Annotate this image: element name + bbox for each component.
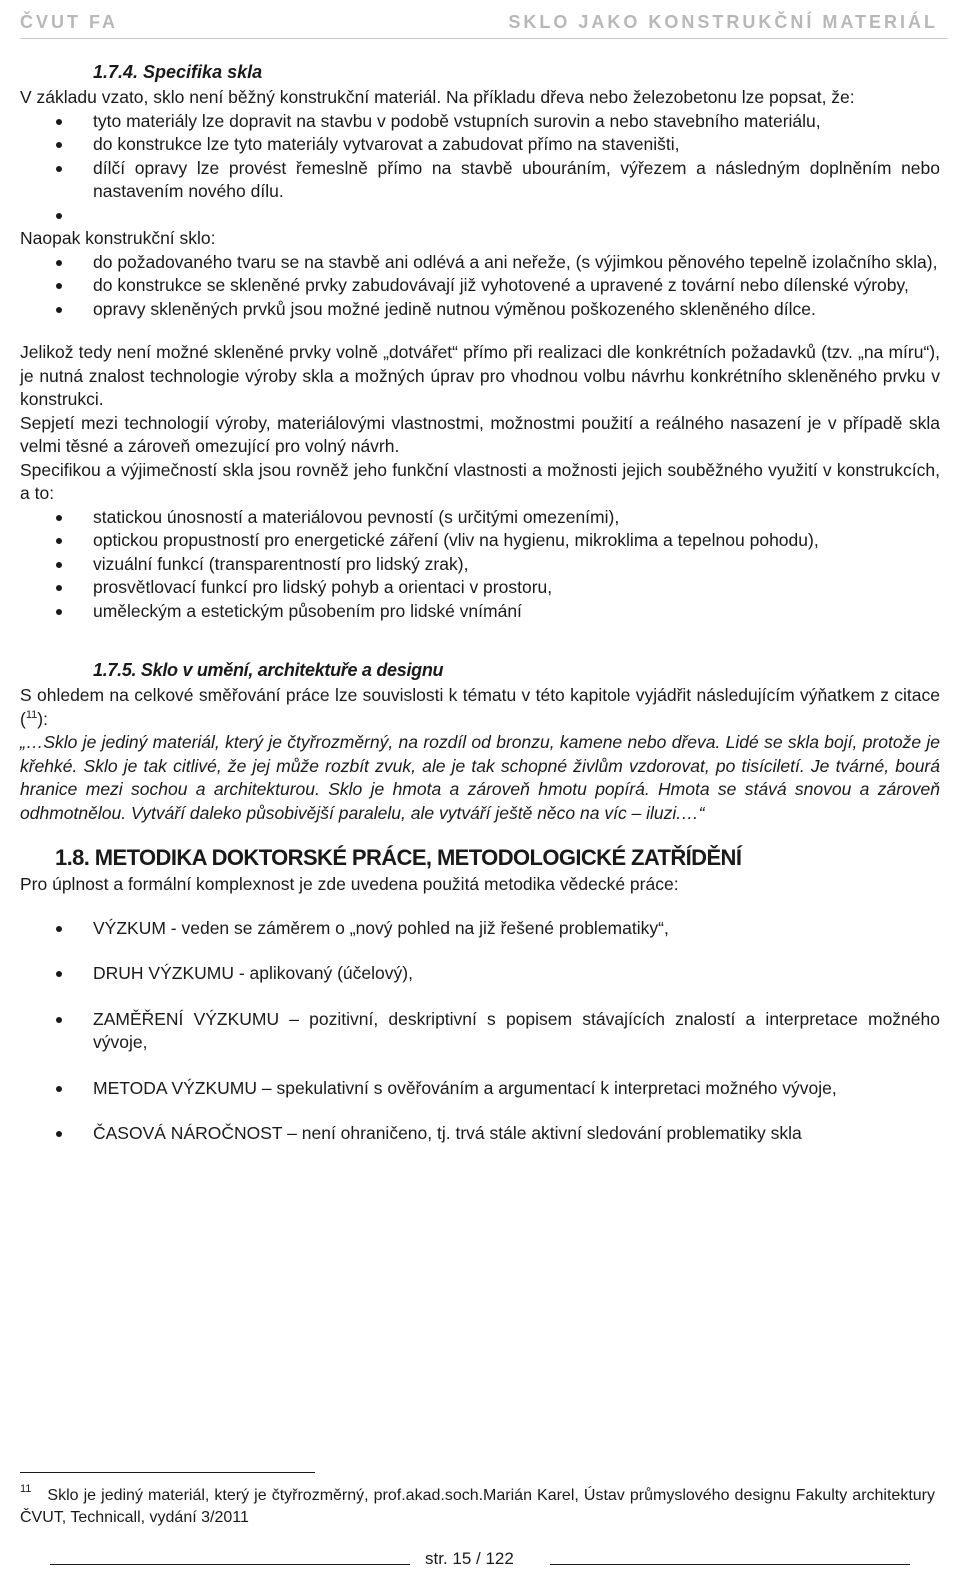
section-title-174: 1.7.4. Specifika skla [93, 62, 263, 82]
footer-rule-right [550, 1564, 910, 1565]
list-item: opravy skleněných prvků jsou možné jedině nutnou výměnou poškozeného skleněného dílce. [20, 298, 940, 322]
list-item: uměleckým a estetickým působením pro lidské vnímání [20, 600, 940, 624]
paragraph-18-intro: Pro úplnost a formální komplexnost je zde uvedena použitá metodika vědecké práce: [20, 874, 679, 894]
page-number: str. 15 / 122 [425, 1549, 514, 1568]
list-item: DRUH VÝZKUMU - aplikovaný (účelový), [20, 962, 940, 986]
footnote-text: Sklo je jediný materiál, který je čtyřrozměrný, prof.akad.soch.Marián Karel, Ústav průmyslového designu Fakulty architektury ČVUT, Technicall, vydání 3/2011 [20, 1487, 935, 1526]
footer-rule-left [50, 1564, 410, 1565]
bullet-icon [56, 119, 62, 125]
citation-quote: „…Sklo je jediný materiál, který je čtyřrozměrný, na rozdíl od bronzu, kamene nebo dřeva. Lidé se skla bojí, protože je křehké. Sklo je tak citlivé, že jej může rozbít zvuk, ale je tak schopné živlům vzdorovat, po tisíciletí. Je tvárné, bourá hranice mezi sochou a architekturou. Sklo je hmota a zároveň hmotu popírá. Hmota se stává snovou a zároveň odhmotnělou. Vytváří daleko působivější paralelu, ale vytváří ještě něco na víc – iluzi.…“ [20, 732, 940, 823]
bullet-icon [56, 971, 62, 977]
list-item: ZAMĚŘENÍ VÝZKUMU – pozitivní, deskriptivní s popisem stávajících znalostí a interpretace možného vývoje, [20, 1008, 940, 1055]
list-item-empty [20, 204, 940, 228]
list-item: tyto materiály lze dopravit na stavbu v podobě vstupních surovin a nebo stavebního materiálu, [20, 110, 940, 134]
methodology-list [20, 917, 940, 1146]
footnote-number: 11 [20, 1483, 32, 1495]
functions-list [20, 506, 940, 624]
paragraph-1: Jelikož tedy není možné skleněné prvky volně „dotvářet“ přímo při realizaci dle konkrétních požadavků (tzv. „na míru“), je nutná znalost technologie výroby skla a možných úprav pro vhodnou volbu návrhu konkrétního skleněného prvku v konstrukci. [20, 342, 940, 409]
list-item: dílčí opravy lze provést řemeslně přímo na stavbě ubouráním, výřezem a následným doplněním nebo nastavením nového dílu. [20, 157, 940, 204]
footnote-ref[interactable]: 11 [25, 708, 38, 721]
list-item: optickou propustností pro energetické záření (vliv na hygienu, mikroklima a tepelnou pohodu), [20, 529, 940, 553]
bullet-icon [56, 926, 62, 932]
footnote [20, 1485, 935, 1529]
paragraph-3: Specifikou a výjimečností skla jsou rovněž jeho funkční vlastnosti a možnosti jejich souběžného využití v konstrukcích, a to: [20, 459, 940, 503]
bullet-icon [56, 166, 62, 172]
bullet-icon [56, 307, 62, 313]
list-item: ČASOVÁ NÁROČNOST – není ohraničeno, tj. trvá stále aktivní sledování problematiky skla [20, 1122, 940, 1146]
bullet-icon [56, 609, 62, 615]
list-item: do konstrukce se skleněné prvky zabudovávají již vyhotovené a upravené z tovární nebo dílenské výroby, [20, 274, 940, 298]
paragraph-175-intro: S ohledem na celkové směřování práce lze souvislosti k tématu v této kapitole vyjádřit následujícím výňatkem z citace ($^{11}$): [20, 685, 940, 729]
running-header [0, 0, 960, 40]
paragraph-intro: V základu vzato, sklo není běžný konstrukční materiál. Na příkladu dřeva nebo železobetonu lze popsat, že: [20, 87, 855, 107]
section-title-175: 1.7.5. Sklo v umění, architektuře a designu [93, 660, 444, 680]
bullet-icon [56, 260, 62, 266]
list-item: vizuální funkcí (transparentností pro lidský zrak), [20, 553, 940, 577]
glass-list [20, 251, 940, 322]
bullet-icon [56, 585, 62, 591]
bullet-icon [56, 283, 62, 289]
bullet-icon [56, 1131, 62, 1137]
paragraph-2: Sepjetí mezi technologií výroby, materiálovými vlastnostmi, možnostmi použití a reálného nasazení je v případě skla velmi těsné a zároveň omezující pro volný návrh. [20, 412, 940, 456]
list-item: do požadovaného tvaru se na stavbě ani odlévá a ani neřeže, (s výjimkou pěnového tepelně izolačního skla), [20, 251, 940, 275]
list-item: do konstrukce lze tyto materiály vytvarovat a zabudovat přímo na staveništi, [20, 133, 940, 157]
bullet-icon [56, 1017, 62, 1023]
list-item: METODA VÝZKUMU – spekulativní s ověřováním a argumentací k interpretaci možného vývoje, [20, 1077, 940, 1101]
list-item: VÝZKUM - veden se záměrem o „nový pohled na již řešené problematiky“, [20, 917, 940, 941]
page-body [20, 58, 940, 1146]
section-title-18: 1.8. METODIKA DOKTORSKÉ PRÁCE, METODOLOGICKÉ ZATŘÍDĚNÍ [55, 845, 742, 870]
paragraph-glass-intro: Naopak konstrukční sklo: [20, 228, 216, 248]
header-right: SKLO JAKO KONSTRUKČNÍ MATERIÁL [508, 12, 938, 32]
bullet-icon [56, 562, 62, 568]
bullet-icon [56, 213, 62, 219]
list-item: prosvětlovací funkcí pro lidský pohyb a orientaci v prostoru, [20, 576, 940, 600]
bullet-icon [56, 1086, 62, 1092]
bullet-icon [56, 515, 62, 521]
list-item: statickou únosností a materiálovou pevností (s určitými omezeními), [20, 506, 940, 530]
materials-list [20, 110, 940, 228]
footnote-separator [20, 1472, 315, 1473]
header-rule [20, 38, 948, 39]
bullet-icon [56, 142, 62, 148]
bullet-icon [56, 538, 62, 544]
header-left: ČVUT FA [20, 12, 119, 32]
